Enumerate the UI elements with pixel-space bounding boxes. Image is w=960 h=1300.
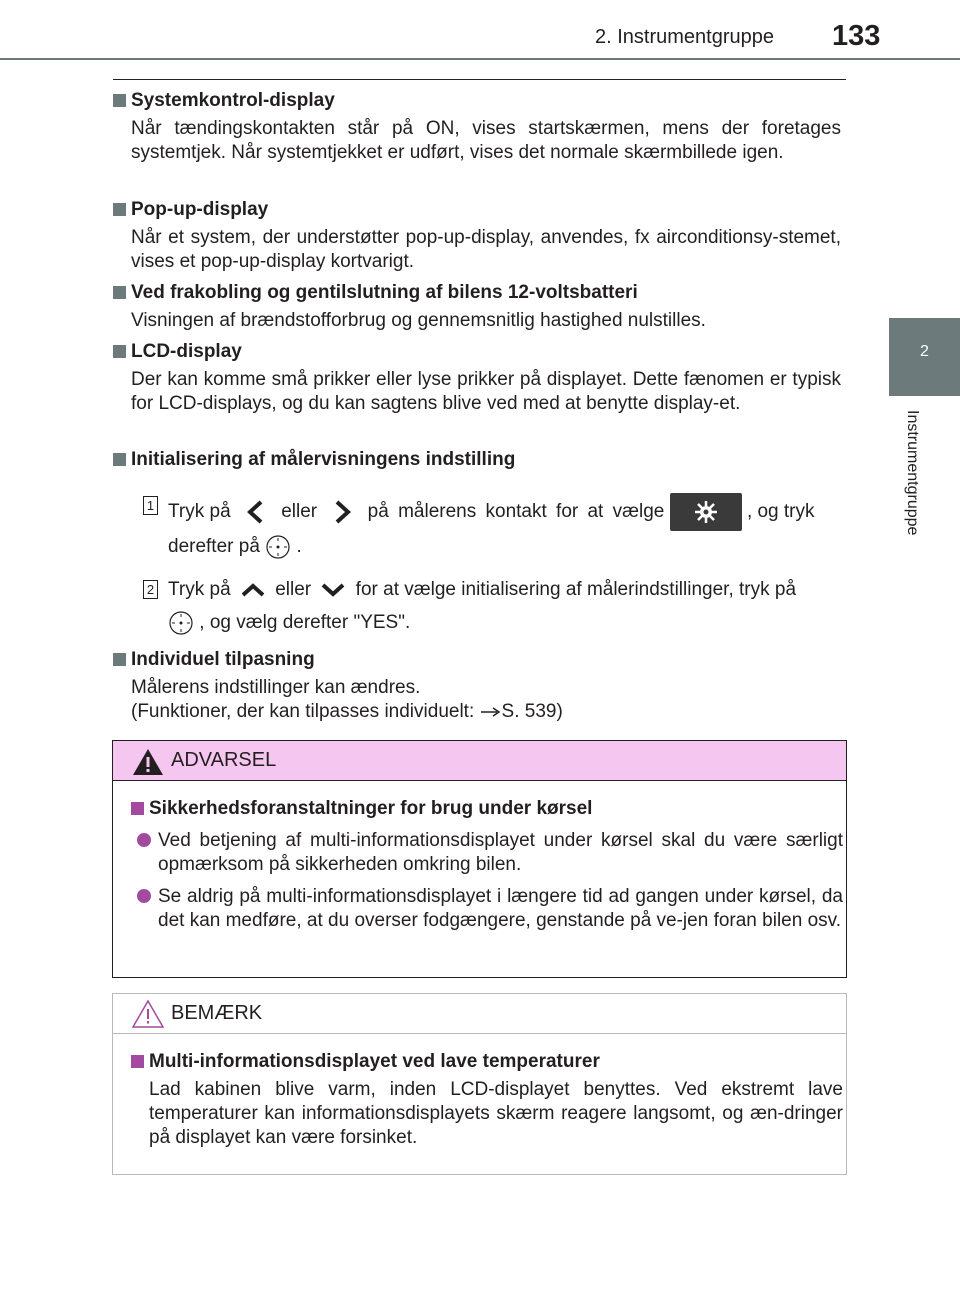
chevron-up-icon [236,579,270,601]
section-body: Visningen af brændstofforbrug og gennemsnitlig hastighed nulstilles. [131,310,706,331]
header-section-title: 2. Instrumentgruppe [595,26,774,48]
enter-button-icon [265,534,291,560]
bullet-dot-icon [137,889,151,903]
section-body: Når tændingskontakten står på ON, vises startskærmen, mens der foretages systemtjek. Når systemtjekket er udført, vises det normale skærmbillede igen. [131,118,841,163]
step-number: 1 [143,496,158,515]
section-systemkontrol [113,89,841,165]
square-bullet-icon [113,653,126,666]
step-number: 2 [143,580,158,599]
list-item: Ved betjening af multi-informationsdisplayet under kørsel skal du være særligt opmærksom på sikkerheden omkring bilen. [131,829,843,877]
section-title: Pop-up-display [131,199,269,220]
chevron-down-icon [316,579,350,601]
section-body: Der kan komme små prikker eller lyse prikker på displayet. Dette fænomen er typisk for LCD-displays, og du kan sagtens blive ved med at benytte display-et. [131,369,841,414]
section-title: Ved frakobling og gentilslutning af bilens 12-voltsbatteri [131,282,638,303]
chevron-left-icon [236,497,276,527]
section-custom: Individuel tilpasning Målerens indstillinger kan ændres. (Funktioner, der kan tilpasses individuelt: S. 539) [113,648,841,724]
section-title: Initialisering af målervisningens indstilling [131,449,516,470]
section-title: Systemkontrol-display [131,90,335,111]
page-number: 133 [832,20,881,52]
list-item: Se aldrig på multi-informationsdisplayet i længere tid ad gangen under kørsel, da det kan medføre, at du overser fodgængere, genstande på ve-jen foran bilen osv. [131,885,843,933]
content-top-rule [113,79,846,80]
page-reference-link[interactable]: S. 539) [501,701,563,722]
section-body: Når et system, der understøtter pop-up-display, anvendes, fx airconditionsy-stemet, vises et pop-up-display kortvarigt. [131,227,841,272]
chevron-right-icon [322,497,362,527]
note-heading: Multi-informationsdisplayet ved lave temperaturer [149,1051,600,1072]
header-rule [0,58,960,60]
square-bullet-icon [113,453,126,466]
square-bullet-icon [113,286,126,299]
square-bullet-icon [113,203,126,216]
warning-triangle-icon [131,747,165,777]
caution-triangle-icon [131,999,165,1029]
warning-title: ADVARSEL [171,749,277,771]
note-title: BEMÆRK [171,1002,263,1024]
settings-gear-icon [670,493,742,531]
enter-button-icon [168,610,194,636]
chapter-tab [889,318,960,396]
square-bullet-icon [131,802,144,815]
note-box [112,993,847,1175]
warning-heading: Sikkerhedsforanstaltninger for brug under kørsel [149,798,593,819]
step-1: 1 Tryk på eller på målerens kontakt for at vælge , og tryk derefter på . [143,496,843,576]
arrow-right-icon [480,706,502,718]
warning-box [112,740,847,978]
square-bullet-icon [113,94,126,107]
note-body: Lad kabinen blive varm, inden LCD-displayet benyttes. Ved ekstremt lave temperaturer kan informationsdisplayets skærm reagere langsomt, og æn-dringer på displayet kan være forsinket. [149,1079,843,1148]
step-2: 2 Tryk på eller for at vælge initialisering af målerindstillinger, tryk på , og vælg derefter "YES". [143,580,843,640]
section-title: LCD-display [131,341,242,362]
section-popup [113,198,841,274]
square-bullet-icon [131,1055,144,1068]
chapter-tab-label: Instrumentgruppe [904,410,921,536]
section-initialisering [113,448,841,472]
section-battery [113,281,841,333]
section-title: Individuel tilpasning [131,649,315,670]
chapter-tab-number: 2 [920,343,929,360]
bullet-dot-icon [137,833,151,847]
section-lcd [113,340,841,416]
square-bullet-icon [113,345,126,358]
